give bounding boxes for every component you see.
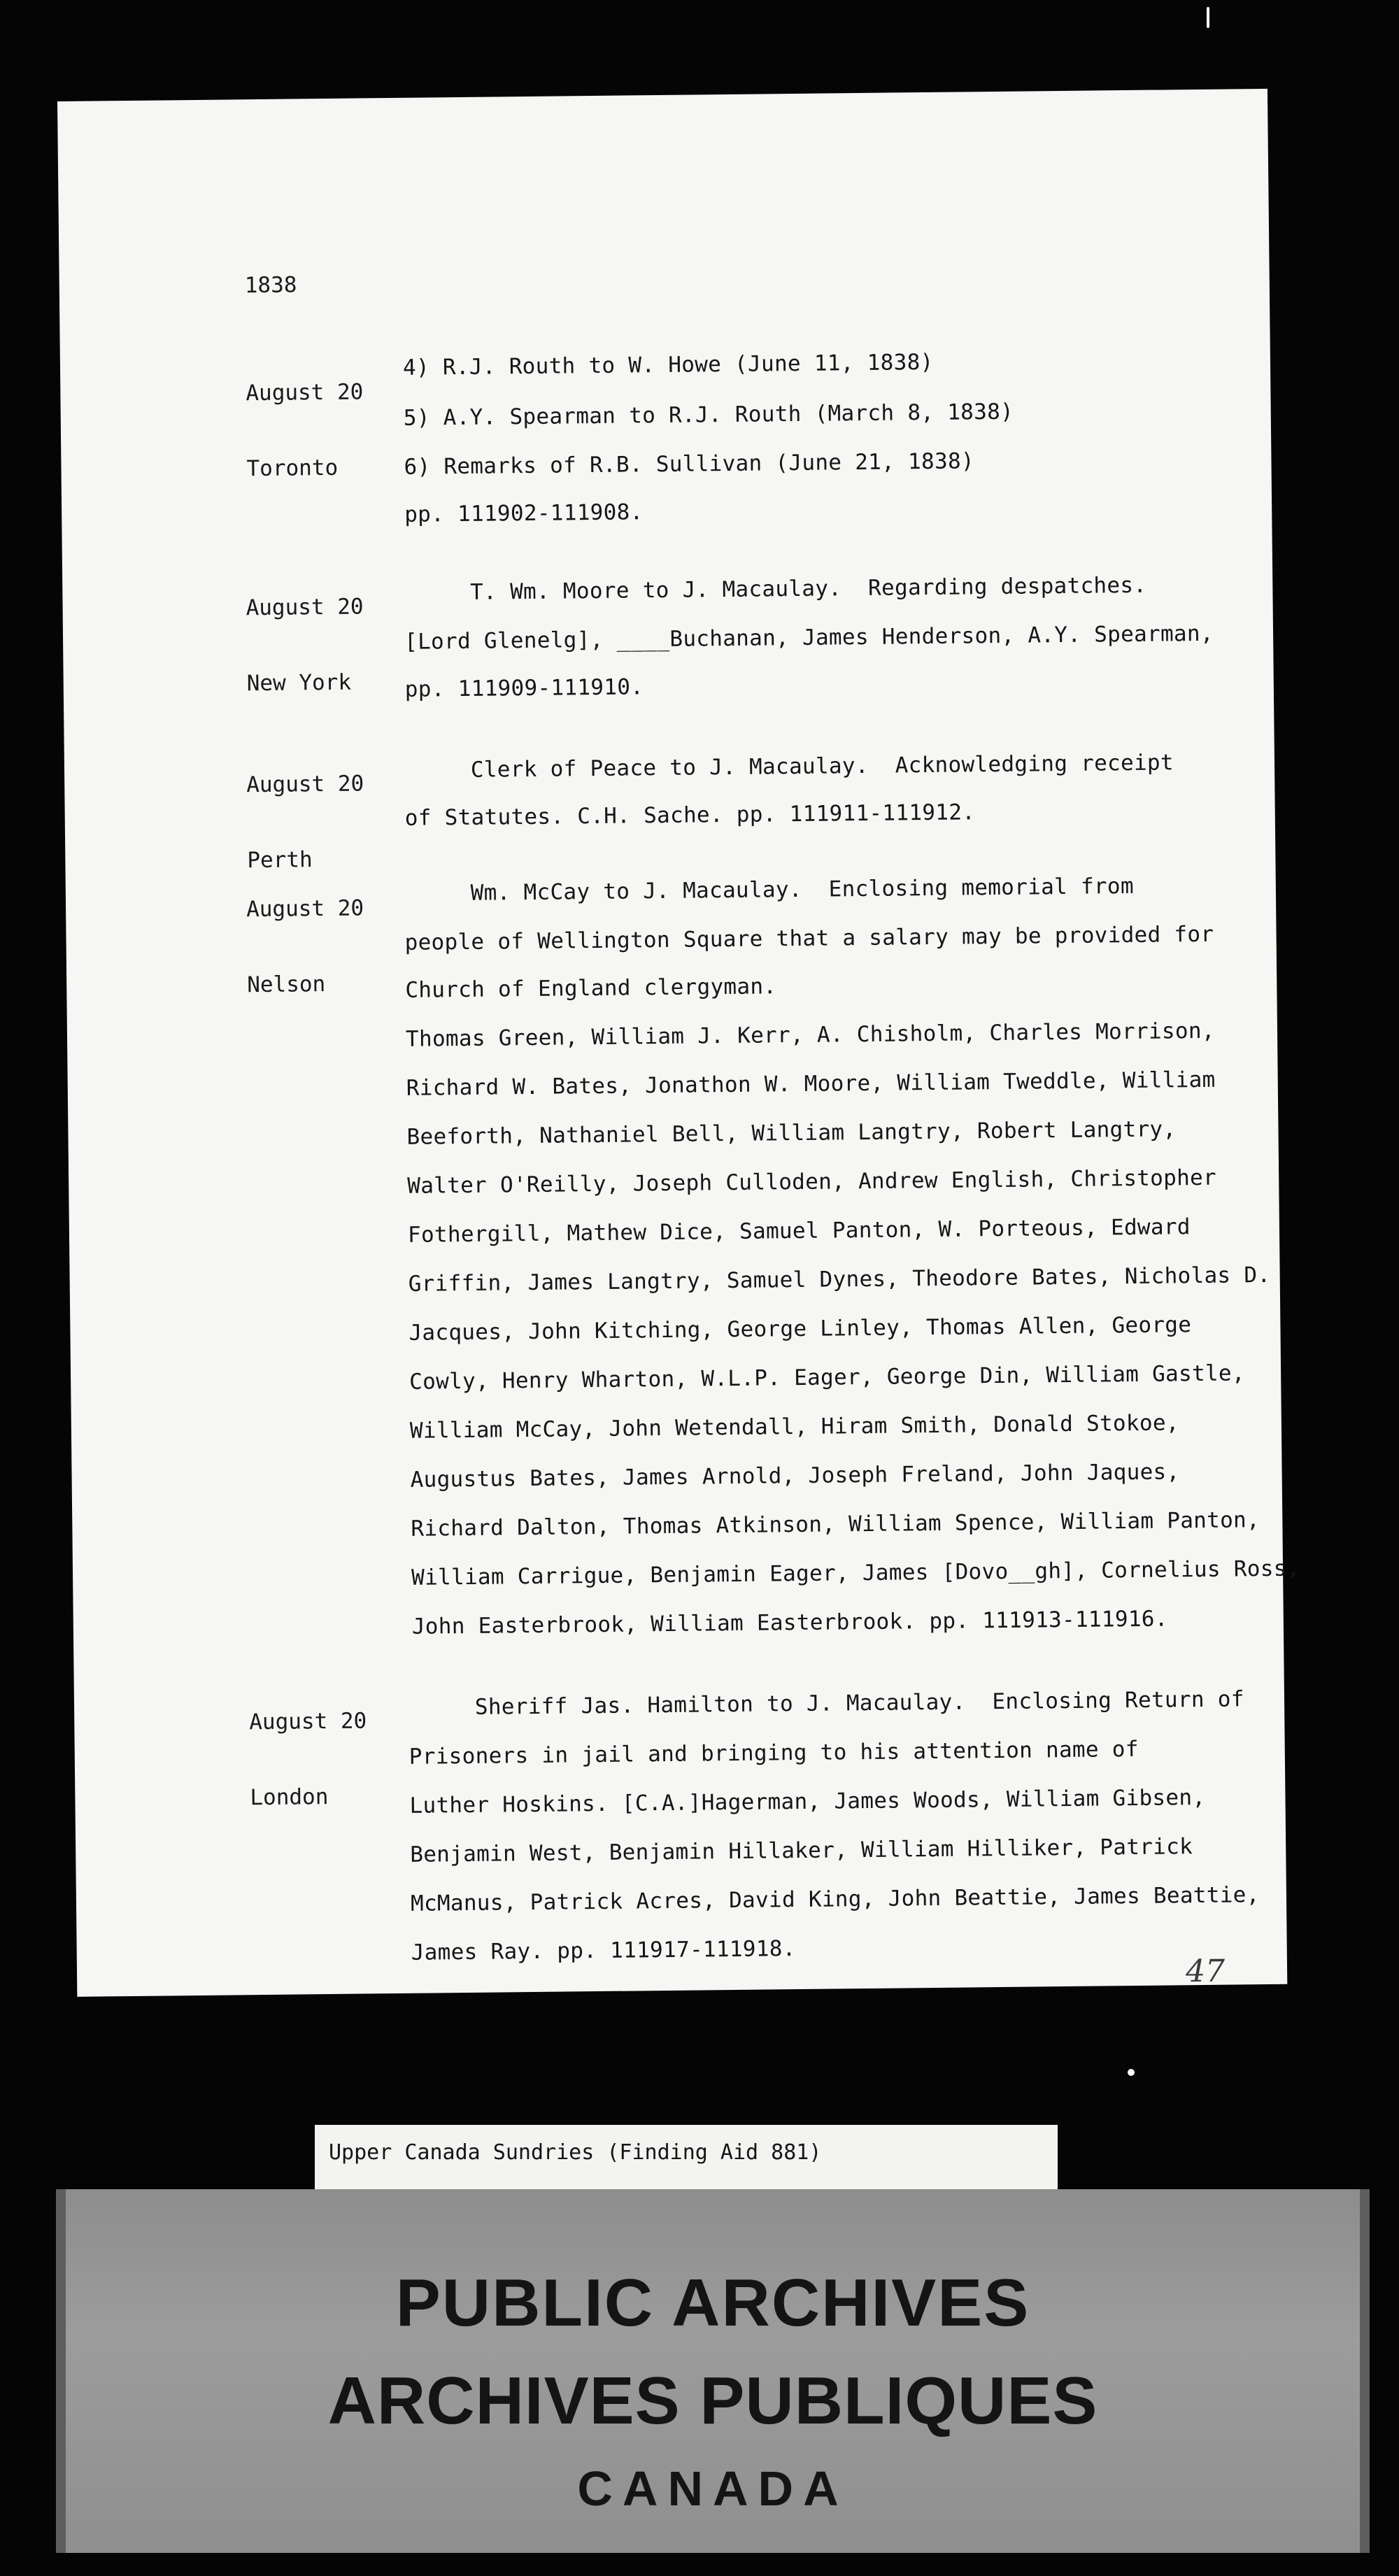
entry-line: Richard W. Bates, Jonathon W. Moore, William Tweddle, William <box>406 1067 1216 1101</box>
entry-place-text: Perth <box>247 847 313 874</box>
entry-date <box>246 543 365 746</box>
entry-line: Walter O'Reilly, Joseph Culloden, Andrew English, Christopher <box>407 1165 1217 1199</box>
entry-line: James Ray. pp. 111917-111918. <box>411 1936 796 1965</box>
document-year: 1838 <box>244 272 297 299</box>
entry-date <box>245 329 364 532</box>
stamp-line-archives-publiques: ARCHIVES PUBLIQUES <box>327 2363 1098 2438</box>
entry-line: Augustus Bates, James Arnold, Joseph Freland, John Jaques, <box>410 1459 1180 1493</box>
entry-line: 5) A.Y. Spearman to R.J. Routh (March 8, 1838) <box>403 399 1014 431</box>
entry-date-text: August 20 <box>249 1708 367 1735</box>
entry-line: Luther Hoskins. [C.A.]Hagerman, James Woods, William Gibsen, <box>409 1784 1206 1819</box>
entry-line: 6) Remarks of R.B. Sullivan (June 21, 1838) <box>404 448 975 480</box>
entry-line: John Easterbrook, William Easterbrook. pp. 111913-111916. <box>411 1606 1168 1639</box>
finding-aid-label-text: Upper Canada Sundries (Finding Aid 881) <box>329 2140 822 2165</box>
entry-line: Thomas Green, William J. Kerr, A. Chisholm, Charles Morrison, <box>405 1018 1215 1052</box>
entry-line: [Lord Glenelg], ____Buchanan, James Henderson, A.Y. Spearman, <box>404 620 1214 655</box>
entry-line: pp. 111902-111908. <box>404 499 644 527</box>
entry-date <box>246 845 365 1048</box>
entry-line: Fothergill, Mathew Dice, Samuel Panton, W. Porteous, Edward <box>407 1214 1191 1248</box>
entry-date-text: August 20 <box>246 895 364 923</box>
entry-place-text: Toronto <box>246 455 339 482</box>
entry-line: T. Wm. Moore to J. Macaulay. Regarding despatches. <box>404 572 1147 606</box>
entry-line: 4) R.J. Routh to W. Howe (June 11, 1838) <box>402 349 934 380</box>
entry-line: Church of England clergyman. <box>405 974 777 1003</box>
entry-line: Sheriff Jas. Hamilton to J. Macaulay. Enclosing Return of <box>408 1686 1244 1721</box>
entry-line: people of Wellington Square that a salary may be provided for <box>404 921 1214 955</box>
entry-line: Prisoners in jail and bringing to his attention name of <box>409 1736 1139 1770</box>
entry-line: William McCay, John Wetendall, Hiram Smith, Donald Stokoe, <box>409 1410 1179 1444</box>
stamp-line-canada: CANADA <box>577 2461 848 2516</box>
entry-date-text: August 20 <box>246 594 364 621</box>
document-page <box>57 89 1300 1997</box>
entry-line: Wm. McCay to J. Macaulay. Enclosing memorial from <box>404 873 1135 906</box>
entry-line: Griffin, James Langtry, Samuel Dynes, Theodore Bates, Nicholas D. <box>408 1262 1271 1297</box>
entry-place-text: London <box>250 1784 329 1811</box>
entry-date-text: August 20 <box>246 771 364 798</box>
entry-line: William Carrigue, Benjamin Eager, James [Dovo__gh], Cornelius Ross, <box>411 1556 1300 1591</box>
dust-speck <box>1128 2069 1135 2076</box>
entry-line: McManus, Patrick Acres, David King, John Beattie, James Beattie, <box>410 1882 1260 1916</box>
entry-line: Richard Dalton, Thomas Atkinson, William Spence, William Panton, <box>411 1507 1260 1542</box>
entry-line: Jacques, John Kitching, George Linley, Thomas Allen, George <box>409 1312 1192 1346</box>
entry-line: Clerk of Peace to J. Macaulay. Acknowledging receipt <box>404 750 1174 783</box>
entry-line: Cowly, Henry Wharton, W.L.P. Eager, George Din, William Gastle, <box>409 1360 1246 1395</box>
entry-place-text: Nelson <box>247 972 326 998</box>
entry-line: Beeforth, Nathaniel Bell, William Langtry, Robert Langtry, <box>406 1116 1177 1150</box>
stamp-line-public-archives: PUBLIC ARCHIVES <box>395 2265 1030 2340</box>
dust-speck <box>1207 7 1209 28</box>
entry-line: of Statutes. C.H. Sache. pp. 111911-111912. <box>404 799 976 831</box>
handwritten-page-number: 47 <box>1185 1953 1226 1990</box>
entry-line: Benjamin West, Benjamin Hillaker, William Hilliker, Patrick <box>410 1834 1193 1867</box>
entry-date-text: August 20 <box>246 379 364 406</box>
entry-date <box>248 1658 368 1861</box>
finding-aid-label <box>315 2125 1058 2189</box>
archives-stamp <box>56 2189 1370 2553</box>
entry-place-text: New York <box>246 669 352 697</box>
entry-line: pp. 111909-111910. <box>404 674 644 702</box>
